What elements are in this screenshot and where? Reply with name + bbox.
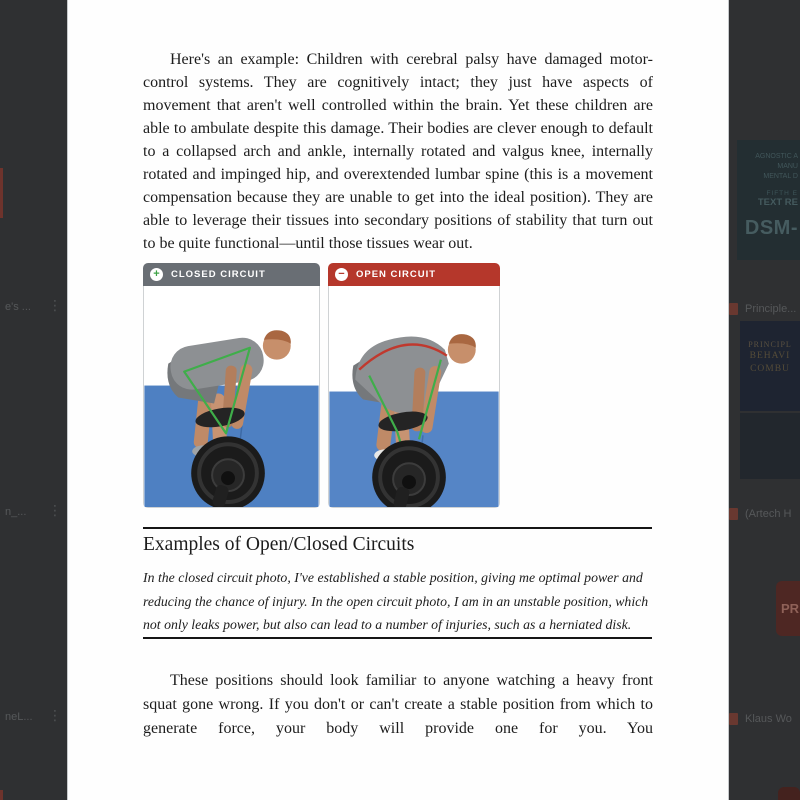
open-circuit-label: OPEN CIRCUIT <box>356 269 437 280</box>
caption-divider-top <box>143 527 652 529</box>
book-cover-dark[interactable] <box>740 413 800 479</box>
minus-circle-icon: − <box>335 268 348 281</box>
cover-text: FIFTH E <box>766 190 798 197</box>
cover-text: COMBU <box>750 364 790 374</box>
result-item-artech[interactable] <box>729 504 800 524</box>
deadlift-good-form-illustration <box>144 286 319 507</box>
kebab-menu-icon[interactable]: ⋮ <box>48 708 62 724</box>
caption-divider-bottom <box>143 637 652 639</box>
book-cover-principles[interactable] <box>740 321 800 411</box>
book-thumbnail-icon <box>729 508 738 520</box>
paragraph: These positions should look familiar to anyone watching a heavy front squat gone wrong. If you don't or can't create a stable position from which to generate force, your body will provide one for you. You <box>143 672 653 737</box>
backdrop-right <box>729 0 800 800</box>
cover-text: MANU <box>777 163 798 170</box>
result-title: Principle... <box>745 303 797 315</box>
book-cover-fragment <box>778 787 800 800</box>
closed-circuit-label: CLOSED CIRCUIT <box>171 269 266 280</box>
file-name: n_... <box>5 506 27 518</box>
open-circuit-header <box>328 263 500 286</box>
book-cover-red[interactable] <box>776 581 800 636</box>
cover-text: MENTAL D <box>763 173 798 180</box>
book-thumbnail-icon <box>729 713 738 725</box>
cover-text: AGNOSTIC A <box>755 153 798 160</box>
cover-text: DSM- <box>744 217 798 239</box>
figure-closed-circuit <box>143 263 320 508</box>
result-title: Klaus Wo <box>745 713 792 725</box>
book-thumbnail-icon <box>729 303 738 315</box>
red-edge-fragment <box>0 790 3 800</box>
open-circuit-photo <box>328 286 500 508</box>
result-title: (Artech H <box>745 508 792 520</box>
closed-circuit-photo <box>143 286 320 508</box>
file-name: neL... <box>5 711 33 723</box>
paragraph: Here's an example: Children with cerebral palsy have damaged motor-control systems. They are cognitively intact; they just have aspects of movement that aren't well controlled within the brain. Yet these children are able to ambulate despite this damage. Their bodies are clever enough to default to a collapsed arch and ankle, internally rotated and valgus knee, internally rotated and impinged hip, and overextended lumbar spine (this is a movement compensation because they are unable to get into the ideal position). They are able to leverage their tissues into secondary positions of stability that turn out to be quite functional—until those tissues wear out. <box>143 51 653 252</box>
cover-text: TEXT RE <box>757 197 798 208</box>
kebab-menu-icon[interactable]: ⋮ <box>48 503 62 519</box>
caption-heading: Examples of Open/Closed Circuits <box>143 534 415 555</box>
document-page <box>67 0 729 800</box>
closed-circuit-header <box>143 263 320 286</box>
result-item-principles[interactable] <box>729 299 800 319</box>
kebab-menu-icon[interactable]: ⋮ <box>48 298 62 314</box>
result-item-klaus[interactable] <box>729 709 800 729</box>
cover-text: PRINCIPL <box>748 340 792 349</box>
red-edge-fragment <box>0 168 3 218</box>
cover-text: PR <box>781 601 800 616</box>
deadlift-rounded-back-illustration <box>329 286 499 507</box>
figure-open-circuit <box>328 263 500 508</box>
caption-body: In the closed circuit photo, I've established a stable position, giving me optimal power and reducing the chance of injury. In the open circuit photo, I am in an unstable position, which not only leaks power, but also can lead to a number of injuries, such as a herniated disk. <box>143 570 649 632</box>
book-cover-dsm[interactable] <box>737 140 800 260</box>
backdrop-left <box>0 0 67 800</box>
plus-circle-icon: + <box>150 268 163 281</box>
cover-text: BEHAVI <box>749 351 791 361</box>
file-name: e's ... <box>5 301 31 313</box>
